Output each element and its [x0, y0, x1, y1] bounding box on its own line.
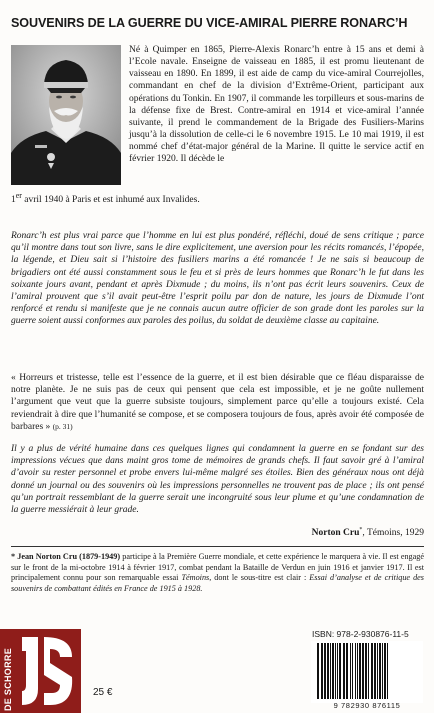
- biography-text-continued: 1er avril 1940 à Paris et est inhumé aux Invalides.: [11, 191, 200, 206]
- page-reference: (p. 31): [52, 421, 73, 431]
- price: 25 €: [93, 687, 113, 698]
- critique-italic-paragraph-2: Il y a plus de vérité humaine dans ces quelques lignes qui condamnent la guerre en se fondant sur des impressions vécues que dans maint gros tome de mémoires de grands chefs. Il faut savoir gré à l’amiral d’avoir su rester personnel et probe envers lui-même malgré ses étoiles. Bien des généraux nous ont déjà donné un journal ou des souvenirs où les impressions personnelles ne trouvent pas de place ; ils ont pensé qu’un portrait ressemblant de la guerre serait une incongruité sous leur plume et qu’une condamnation de la guerre messiérait à leur grade.: [11, 444, 424, 516]
- biography-text: Né à Quimper en 1865, Pierre-Alexis Ronarc’h entre à 15 ans et demi à l’Ecole navale. Enseigne de vaisseau en 1885, il est promu lieutenant de vaisseau en 1890. En 1899, il est aide de camp du vice-amiral Courrejolles, commandant en chef de la division d’Extrême-Orient, participant aux opérations du Tonkin. En 1907, il commande les torpilleurs et sous-marins de la défense fixe de Brest. Contre-amiral en 1914 et vice-amiral l’année suivante, il prend le commandement de la Brigade des Fusiliers-Marins jusqu’à la dissolution de celle-ci le 6 novembre 1915. Le 10 mai 1919, il est nommé chef d’état-major général de la Marine. Il quitte le service actif en février 1920. Il décède le: [129, 45, 424, 165]
- footnote-text: * Jean Norton Cru (1879-1949) participe à la Première Guerre mondiale, et cette expérience le marquera à vie. Il est engagé sur le front de la mi-octobre 1914 à février 1917, combat pendant la Bataille de Verdun en juin 1916 et janvier 1917. Il est principalement connu pour son remarquable essai Témoins, dont le sous-titre est clair : Essai d’analyse et de critique des souvenirs de combattant édités en France de 1915 à 1928.: [11, 552, 425, 593]
- quote-attribution: Norton Cru*, Témoins, 1929: [311, 527, 424, 539]
- footnote-divider: [11, 546, 424, 547]
- barcode-digits: 9 782930 876115: [333, 701, 401, 710]
- book-title: SOUVENIRS DE LA GUERRE DU VICE-AMIRAL PIERRE RONARC’H: [11, 16, 408, 30]
- barcode: [311, 641, 423, 703]
- quoted-passage: « Horreurs et tristesse, telle est l’essence de la guerre, et il est bien désirable que ce fléau disparaisse de notre planète. Je ne suis pas de ceux qui pensent que cela est impossible, et je ne goûte nullement l’argument que veut que la guerre subsiste toujours, simplement parce qu’elle a toujours existé. Cela reviendrait à dire que l’humanité se compose, et se composera toujours de fous, après avoir été composée de barbares » (p. 31): [11, 373, 424, 432]
- isbn-label: ISBN: 978-2-930876-11-5: [312, 629, 409, 639]
- publisher-name: DE SCHORRE: [3, 647, 13, 711]
- publisher-logo: [0, 629, 81, 713]
- critique-italic-paragraph: Ronarc’h est plus vrai parce que l’homme en lui est plus pondéré, réfléchi, doué de sens critique ; parce qu’il montre dans tout son livre, sans le dire explicitement, une aversion pour les récits romancés, l’épopée, la légende, et Dieu sait si l’histoire des fusiliers marins a été romancée ! Je ne sais si beaucoup de brigadiers ont été aussi constamment sous le feu et si près de leurs hommes que Ronarc’h le fut dans les soixante jours avant, pendant et après Dixmude ; du moins, ils n’ont pas écrit leurs souvenirs. Ceux de l’amiral prouvent que s’il avait peut-être l’esprit poilu par don de nature, les jours de Dixmude l’ont renforcé et rendu si manifeste que je ne connais aucun autre officier de son grade dont les paroles sur la guerre soient aussi conformes aux paroles des poilus, du soldat de deuxième classe au capitaine.: [11, 231, 424, 327]
- portrait-photo: [11, 45, 121, 185]
